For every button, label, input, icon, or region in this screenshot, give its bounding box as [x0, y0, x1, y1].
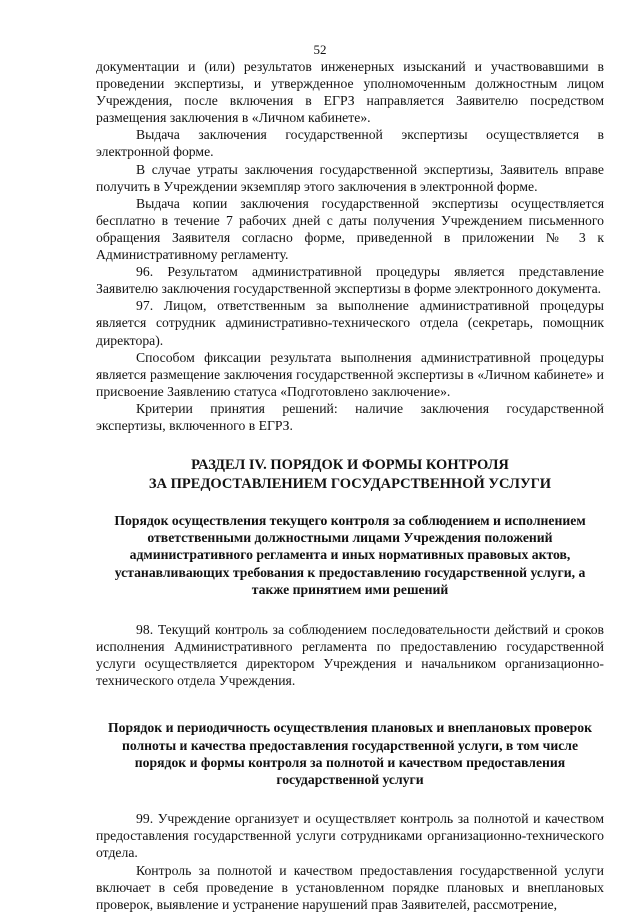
subheading-inspections: Порядок и периодичность осуществления плановых и внеплановых проверок полноты и качества предоставления государственной услуги, в том числе порядок и формы контроля за полнотой и качеством предоставления государственной услуги	[107, 720, 593, 788]
paragraph: В случае утраты заключения государственной экспертизы, Заявитель вправе получить в Учреждении экземпляр этого заключения в электронной форме.	[96, 161, 604, 194]
paragraph: Критерии принятия решений: наличие заключения государственной экспертизы, включенного в ЕГРЗ.	[96, 400, 604, 433]
paragraph: Выдача заключения государственной экспертизы осуществляется в электронной форме.	[96, 127, 604, 160]
paragraph-98: 98. Текущий контроль за соблюдением последовательности действий и сроков исполнения Административного регламента по предоставлению государственной услуги осуществляется директором Учреждения и начальником организационно-технического отдела Учреждения.	[96, 622, 604, 689]
section-title	[96, 456, 604, 494]
paragraph-99: 99. Учреждение организует и осуществляет контроль за полнотой и качеством предоставления государственной услуги сотрудниками организационно-технического отдела.	[96, 811, 604, 861]
section-title-line: РАЗДЕЛ IV. ПОРЯДОК И ФОРМЫ КОНТРОЛЯ	[191, 457, 509, 474]
paragraph-96: 96. Результатом административной процедуры является представление Заявителю заключения государственной экспертизы в форме электронного документа.	[96, 264, 604, 297]
paragraph: Контроль за полнотой и качеством предоставления государственной услуги включает в себя проведение в установленном порядке плановых и внеплановых проверок, выявление и устранение нарушений прав Заявителей, рассмотрение,	[96, 862, 604, 912]
page-number: 52	[313, 42, 327, 57]
paragraph: документации и (или) результатов инженерных изысканий и участвовавшими в проведении экспертизы, и утвержденное уполномоченным должностным лицом Учреждения, после включения в ЕГРЗ направляется Заявителю посредством размещения заключения в «Личном кабинете».	[96, 59, 604, 126]
paragraph: Выдача копии заключения государственной экспертизы осуществляется бесплатно в течение 7 рабочих дней с даты получения Учреждением письменного обращения Заявителя согласно форме, приведенной в приложении № 3 к Административному регламенту.	[96, 195, 604, 263]
page-content	[96, 58, 604, 913]
paragraph-97: 97. Лицом, ответственным за выполнение административной процедуры является сотрудник административно-технического отдела (секретарь, помощник директора).	[96, 298, 604, 348]
paragraph: Способом фиксации результата выполнения административной процедуры является размещение заключения государственной экспертизы в «Личном кабинете» и присвоение Заявлению статуса «Подготовлено заключение».	[96, 349, 604, 399]
section-title-line: ЗА ПРЕДОСТАВЛЕНИЕМ ГОСУДАРСТВЕННОЙ УСЛУГИ	[148, 476, 552, 493]
subheading-current-control: Порядок осуществления текущего контроля за соблюдением и исполнением ответственными должностными лицами Учреждения положений административного регламента и иных нормативных правовых актов, устанавливающих требования к предоставлению государственной услуги, а также принятием ими решений	[114, 513, 586, 597]
